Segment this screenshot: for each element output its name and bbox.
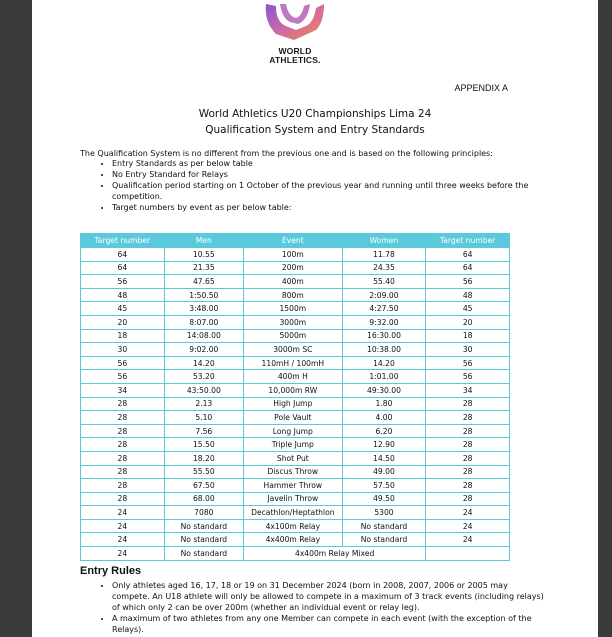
table-cell: 56 <box>81 356 165 370</box>
table-cell: 1500m <box>244 302 343 316</box>
table-cell: 28 <box>426 397 510 411</box>
world-athletics-logo <box>260 0 330 70</box>
table-cell: 30 <box>426 343 510 357</box>
table-cell: 53.20 <box>164 370 243 384</box>
table-cell: 24 <box>81 533 165 547</box>
table-cell: 6.20 <box>342 424 426 438</box>
table-row <box>81 479 510 493</box>
document-subtitle: Qualification System and Entry Standards <box>205 124 425 136</box>
table-cell: Triple Jump <box>244 438 343 452</box>
table-cell: 2:09.00 <box>342 288 426 302</box>
list-item: • Qualification period starting on 1 October of the previous year and running until three weeks before the competition. <box>112 180 544 202</box>
table-cell: 14:08.00 <box>164 329 243 343</box>
table-cell: 18 <box>426 329 510 343</box>
table-row <box>81 261 510 275</box>
table-cell: 3000m <box>244 315 343 329</box>
table-cell: 68.00 <box>164 492 243 506</box>
table-cell: 24 <box>81 547 165 561</box>
table-cell: 1:50.50 <box>164 288 243 302</box>
table-row <box>81 383 510 397</box>
header-event: Event <box>244 234 343 248</box>
table-cell: 400m H <box>244 370 343 384</box>
table-cell: 1.80 <box>342 397 426 411</box>
table-cell: 30 <box>81 343 165 357</box>
table-cell: 64 <box>81 248 165 262</box>
table-cell: 49.50 <box>342 492 426 506</box>
table-cell: 55.40 <box>342 275 426 289</box>
table-cell: 18.20 <box>164 451 243 465</box>
table-cell: Pole Vault <box>244 411 343 425</box>
list-item: • Only athletes aged 16, 17, 18 or 19 on 31 December 2024 (born in 2008, 2007, 2006 or 2005 may compete. An U18 athlete will only be allowed to compete in a maximum of 3 track events (including relays) of which only 2 can be over 200m (whether an individual event or relay leg). <box>112 580 544 613</box>
table-cell: 28 <box>81 492 165 506</box>
table-cell: 20 <box>81 315 165 329</box>
table-row <box>81 288 510 302</box>
table-row <box>81 519 510 533</box>
intro-paragraph: The Qualification System is no different from the previous one and is based on the following principles: <box>80 149 493 158</box>
table-cell: 28 <box>426 492 510 506</box>
table-cell: 28 <box>426 465 510 479</box>
table-cell: 4x400m Relay Mixed <box>244 547 426 561</box>
table-cell: 10:38.00 <box>342 343 426 357</box>
table-cell: 11.78 <box>342 248 426 262</box>
entry-standards-table <box>80 233 510 561</box>
table-cell: 56 <box>426 275 510 289</box>
table-cell: No standard <box>164 533 243 547</box>
table-cell: No standard <box>342 533 426 547</box>
table-cell: 28 <box>426 479 510 493</box>
table-row <box>81 438 510 452</box>
table-cell: 10,000m RW <box>244 383 343 397</box>
table-cell: 43:50.00 <box>164 383 243 397</box>
table-cell: 28 <box>81 411 165 425</box>
principles-list <box>80 158 544 213</box>
table-row <box>81 329 510 343</box>
logo-text-athletics: ATHLETICS. <box>269 55 321 65</box>
table-cell: 48 <box>81 288 165 302</box>
table-cell: 10.55 <box>164 248 243 262</box>
table-cell: Discus Throw <box>244 465 343 479</box>
table-cell: 24 <box>426 519 510 533</box>
table-cell: 5.10 <box>164 411 243 425</box>
table-row <box>81 424 510 438</box>
table-cell: 28 <box>81 438 165 452</box>
table-cell: 49.00 <box>342 465 426 479</box>
table-cell: 47.65 <box>164 275 243 289</box>
table-cell: 14.50 <box>342 451 426 465</box>
table-cell: 64 <box>81 261 165 275</box>
table-cell: 7080 <box>164 506 243 520</box>
header-men: Men <box>164 234 243 248</box>
table-cell: 28 <box>81 451 165 465</box>
table-cell: 4x400m Relay <box>244 533 343 547</box>
table-cell: Hammer Throw <box>244 479 343 493</box>
table-cell: 56 <box>426 370 510 384</box>
table-row <box>81 533 510 547</box>
table-row <box>81 356 510 370</box>
table-cell: 200m <box>244 261 343 275</box>
list-item: • Entry Standards as per below table <box>112 158 544 169</box>
table-row <box>81 451 510 465</box>
document-page <box>32 0 598 637</box>
table-row <box>81 248 510 262</box>
table-cell: No standard <box>164 519 243 533</box>
table-cell: 400m <box>244 275 343 289</box>
table-cell: 16:30.00 <box>342 329 426 343</box>
list-item: • A maximum of two athletes from any one Member can compete in each event (with the exception of the Relays). <box>112 613 544 635</box>
table-cell: 28 <box>81 397 165 411</box>
table-row <box>81 411 510 425</box>
table-row <box>81 506 510 520</box>
table-cell: 3000m SC <box>244 343 343 357</box>
table-cell: 4:27.50 <box>342 302 426 316</box>
entry-rules-list <box>80 580 544 635</box>
table-cell: Javelin Throw <box>244 492 343 506</box>
table-cell: 45 <box>426 302 510 316</box>
header-target-number-men: Target number <box>81 234 165 248</box>
table-cell: 34 <box>426 383 510 397</box>
table-cell: 18 <box>81 329 165 343</box>
table-cell: 4x100m Relay <box>244 519 343 533</box>
list-item: • Target numbers by event as per below table: <box>112 202 544 213</box>
table-cell: 5300 <box>342 506 426 520</box>
table-cell: 64 <box>426 248 510 262</box>
table-cell: 9:02.00 <box>164 343 243 357</box>
table-cell: No standard <box>164 547 243 561</box>
list-item: • No Entry Standard for Relays <box>112 169 544 180</box>
table-header-row <box>81 234 510 248</box>
table-cell: 64 <box>426 261 510 275</box>
table-cell: 57.50 <box>342 479 426 493</box>
table-cell: 55.50 <box>164 465 243 479</box>
table-cell: 24 <box>81 519 165 533</box>
table-cell: 2.13 <box>164 397 243 411</box>
table-cell: 21.35 <box>164 261 243 275</box>
header-target-number-women: Target number <box>426 234 510 248</box>
table-cell: 49:30.00 <box>342 383 426 397</box>
table-cell: 7.56 <box>164 424 243 438</box>
entry-rules-heading: Entry Rules <box>80 565 142 577</box>
table-cell: 24 <box>81 506 165 520</box>
appendix-label: APPENDIX A <box>454 83 508 93</box>
table-cell: High Jump <box>244 397 343 411</box>
table-cell: 14.20 <box>164 356 243 370</box>
table-cell: 67.50 <box>164 479 243 493</box>
logo-text-world: WORLD <box>278 46 312 56</box>
table-cell: 56 <box>81 275 165 289</box>
table-cell: Decathlon/Heptathlon <box>244 506 343 520</box>
table-body <box>81 248 510 561</box>
table-row <box>81 315 510 329</box>
table-cell: 28 <box>426 438 510 452</box>
table-cell: 1:01.00 <box>342 370 426 384</box>
table-row <box>81 492 510 506</box>
table-cell: 8:07.00 <box>164 315 243 329</box>
table-row <box>81 302 510 316</box>
table-cell: 28 <box>81 479 165 493</box>
table-cell: 28 <box>426 411 510 425</box>
logo-wordmark <box>260 47 330 65</box>
table-row <box>81 275 510 289</box>
table-row <box>81 343 510 357</box>
table-cell: 24 <box>426 506 510 520</box>
table-cell: 12.90 <box>342 438 426 452</box>
logo-mark-icon <box>260 0 330 46</box>
table-cell: 34 <box>81 383 165 397</box>
table-cell: Shot Put <box>244 451 343 465</box>
table-row <box>81 370 510 384</box>
table-cell <box>426 547 510 561</box>
table-cell: 20 <box>426 315 510 329</box>
table-cell: 24.35 <box>342 261 426 275</box>
table-cell: 3:48.00 <box>164 302 243 316</box>
table-cell: 45 <box>81 302 165 316</box>
table-row <box>81 465 510 479</box>
header-women: Women <box>342 234 426 248</box>
document-title: World Athletics U20 Championships Lima 24 <box>198 108 432 120</box>
table-cell: 28 <box>81 424 165 438</box>
table-cell: 28 <box>426 451 510 465</box>
table-cell: 15.50 <box>164 438 243 452</box>
table-cell: 110mH / 100mH <box>244 356 343 370</box>
table-cell: 28 <box>426 424 510 438</box>
table-cell: 28 <box>81 465 165 479</box>
table-row <box>81 547 510 561</box>
table-cell: 4.00 <box>342 411 426 425</box>
table-cell: 56 <box>81 370 165 384</box>
table-cell: 800m <box>244 288 343 302</box>
table-cell: 14.20 <box>342 356 426 370</box>
table-cell: 56 <box>426 356 510 370</box>
table-cell: 24 <box>426 533 510 547</box>
table-cell: No standard <box>342 519 426 533</box>
table-cell: 5000m <box>244 329 343 343</box>
table-cell: 9:32.00 <box>342 315 426 329</box>
table-row <box>81 397 510 411</box>
table-cell: 48 <box>426 288 510 302</box>
table-cell: Long Jump <box>244 424 343 438</box>
table-cell: 100m <box>244 248 343 262</box>
